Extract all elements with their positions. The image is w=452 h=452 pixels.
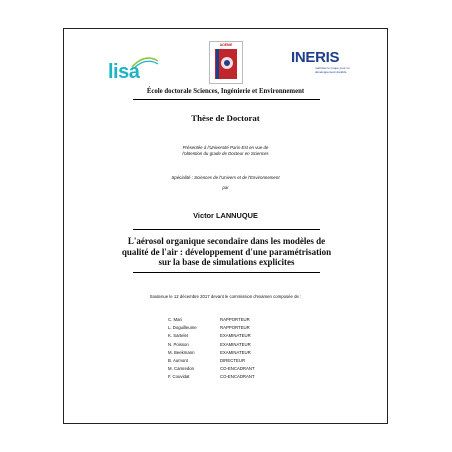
title-bottom-divider [133, 272, 320, 273]
jury-member-role: RAPPORTEUR [220, 325, 250, 331]
defense-line: Soutenue le 12 décembre 2017 devant le commission d'examen composée de : [149, 294, 302, 299]
jury-member-name: L. Doguilleume [168, 325, 197, 331]
main-title-line-1: L'aérosol organique secondaire dans les modèles de [127, 236, 326, 246]
jury-member-name: C. Mari [168, 317, 182, 322]
presented-line-2: l'obtention du grade de Docteur en Sciences [182, 151, 269, 156]
jury-row [168, 341, 328, 349]
jury-member-role: EXAMINATEUR [220, 333, 251, 339]
specialty-line: Spécialité : Sciences de l'Univers et de l'Environnement [171, 175, 280, 180]
main-title-line-3: sur la base de simulations explicites [158, 257, 295, 268]
presented-line-1: Présentée à l'Université Paris-Est en vue de [182, 145, 269, 150]
jury-member-role: DIRECTEUR [220, 357, 246, 363]
jury-list [168, 316, 328, 382]
jury-member-role: CO-ENCADRANT [220, 374, 255, 380]
doctoral-school: École doctorale Sciences, Ingénierie et Environnement [146, 88, 305, 95]
ademe-logo [209, 41, 243, 84]
jury-member-name: K. Sartelet [168, 333, 189, 339]
par-line: par [222, 185, 229, 190]
jury-member-role: EXAMINATEUR [220, 341, 251, 347]
jury-member-role: RAPPORTEUR [220, 317, 250, 322]
jury-row [168, 316, 328, 324]
lisa-logo-text: lisa [108, 61, 140, 83]
jury-member-name: N. Poisson [168, 341, 189, 347]
jury-member-name: B. Aumont [168, 357, 188, 363]
ineris-logo-text: INERIS [291, 49, 340, 66]
jury-member-name: M. Camredon [168, 366, 195, 372]
jury-row [168, 357, 328, 365]
jury-row [168, 365, 328, 373]
author-name: Victor LANNUQUE [193, 211, 258, 220]
lisa-logo [108, 55, 160, 85]
jury-member-name: M. Beekmann [168, 349, 195, 355]
title-top-divider [133, 229, 320, 230]
ineris-logo [291, 49, 351, 89]
thesis-type-title: Thèse de Doctorat [191, 113, 260, 123]
jury-row [168, 324, 328, 332]
thesis-cover-page [63, 28, 388, 424]
jury-row [168, 332, 328, 340]
jury-row [168, 349, 328, 357]
ademe-emblem-icon [215, 49, 237, 79]
ademe-logo-text: ADEME [219, 43, 233, 47]
jury-member-role: EXAMINATEUR [220, 349, 251, 355]
thesis-main-title [104, 236, 349, 268]
jury-member-role: CO-ENCADRANT [220, 366, 255, 372]
jury-member-name: F. Couvidat [168, 374, 190, 380]
main-title-line-2: qualité de l'air : développement d'une paramétrisation [121, 246, 332, 257]
jury-row [168, 373, 328, 381]
ineris-tagline: maîtriser le risque pour un développement durable [315, 66, 350, 74]
header-divider [133, 99, 320, 100]
